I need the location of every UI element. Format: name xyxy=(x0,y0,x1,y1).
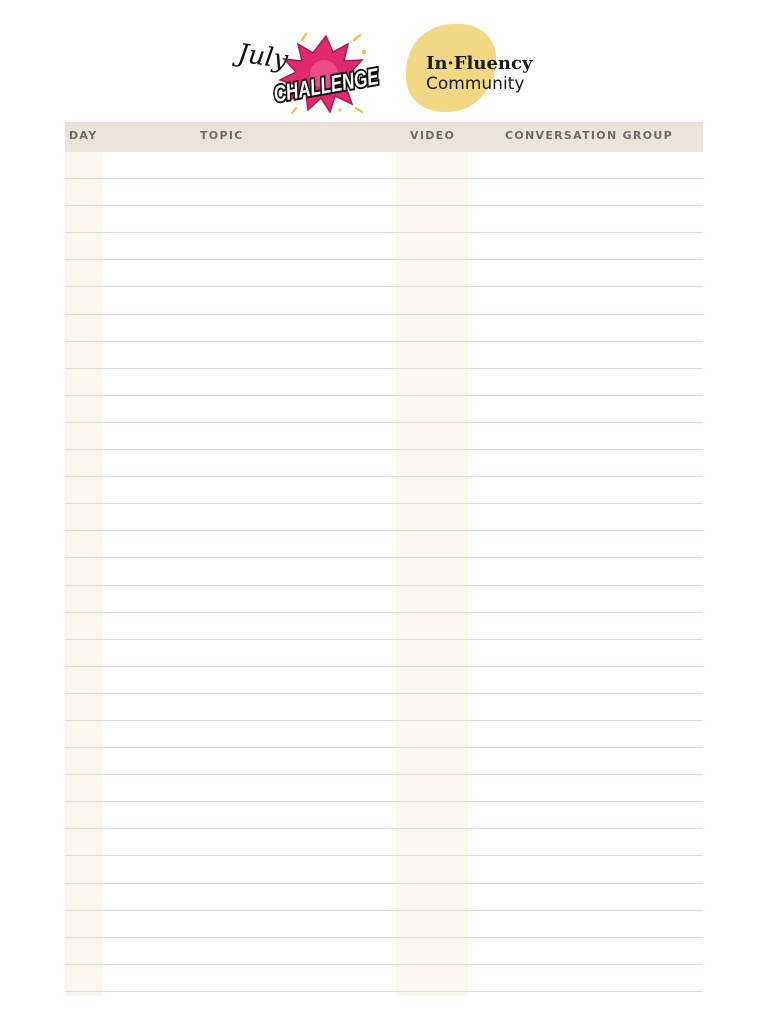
table-row xyxy=(65,287,703,314)
day-cell[interactable] xyxy=(65,667,102,693)
day-cell[interactable] xyxy=(65,342,102,368)
conversation-group-cell[interactable] xyxy=(468,938,703,964)
conversation-group-cell[interactable] xyxy=(468,206,703,232)
table-row xyxy=(65,179,703,206)
table-row xyxy=(65,856,703,883)
video-cell[interactable] xyxy=(396,775,468,801)
table-row xyxy=(65,586,703,613)
topic-cell[interactable] xyxy=(102,911,396,937)
day-cell[interactable] xyxy=(65,287,102,313)
conversation-group-cell[interactable] xyxy=(468,396,703,422)
challenge-tracker-table xyxy=(65,122,703,996)
table-header-row xyxy=(65,122,703,152)
topic-cell[interactable] xyxy=(102,694,396,720)
community-line1-text: In·Fluency xyxy=(426,53,533,74)
table-row xyxy=(65,694,703,721)
conversation-group-cell[interactable] xyxy=(468,342,703,368)
topic-cell[interactable] xyxy=(102,152,396,178)
topic-cell[interactable] xyxy=(102,260,396,286)
video-cell[interactable] xyxy=(396,829,468,855)
video-cell[interactable] xyxy=(396,558,468,584)
video-cell[interactable] xyxy=(396,179,468,205)
day-cell[interactable] xyxy=(65,829,102,855)
day-cell[interactable] xyxy=(65,504,102,530)
conversation-group-cell[interactable] xyxy=(468,640,703,666)
conversation-group-cell[interactable] xyxy=(468,965,703,991)
video-cell[interactable] xyxy=(396,342,468,368)
day-cell[interactable] xyxy=(65,802,102,828)
day-cell[interactable] xyxy=(65,179,102,205)
table-row xyxy=(65,450,703,477)
day-cell[interactable] xyxy=(65,721,102,747)
topic-cell[interactable] xyxy=(102,586,396,612)
day-cell[interactable] xyxy=(65,450,102,476)
day-cell[interactable] xyxy=(65,640,102,666)
conversation-group-cell[interactable] xyxy=(468,613,703,639)
conversation-group-cell[interactable] xyxy=(468,748,703,774)
topic-cell[interactable] xyxy=(102,829,396,855)
video-cell[interactable] xyxy=(396,748,468,774)
video-cell[interactable] xyxy=(396,586,468,612)
topic-cell[interactable] xyxy=(102,477,396,503)
header-video: VIDEO xyxy=(410,129,456,142)
video-cell[interactable] xyxy=(396,613,468,639)
conversation-group-cell[interactable] xyxy=(468,233,703,259)
topic-cell[interactable] xyxy=(102,342,396,368)
video-cell[interactable] xyxy=(396,802,468,828)
table-row xyxy=(65,233,703,260)
table-row xyxy=(65,396,703,423)
video-cell[interactable] xyxy=(396,504,468,530)
table-row xyxy=(65,748,703,775)
video-cell[interactable] xyxy=(396,640,468,666)
video-cell[interactable] xyxy=(396,667,468,693)
topic-cell[interactable] xyxy=(102,884,396,910)
conversation-group-cell[interactable] xyxy=(468,152,703,178)
video-cell[interactable] xyxy=(396,369,468,395)
day-cell[interactable] xyxy=(65,233,102,259)
topic-cell[interactable] xyxy=(102,531,396,557)
topic-cell[interactable] xyxy=(102,450,396,476)
table-row xyxy=(65,369,703,396)
topic-cell[interactable] xyxy=(102,423,396,449)
day-cell[interactable] xyxy=(65,613,102,639)
conversation-group-cell[interactable] xyxy=(468,586,703,612)
conversation-group-cell[interactable] xyxy=(468,504,703,530)
conversation-group-cell[interactable] xyxy=(468,775,703,801)
influency-community-logo xyxy=(400,20,550,116)
july-challenge-logo xyxy=(235,30,418,114)
table-row xyxy=(65,829,703,856)
table-row xyxy=(65,477,703,504)
video-cell[interactable] xyxy=(396,911,468,937)
table-row xyxy=(65,911,703,938)
table-row xyxy=(65,423,703,450)
topic-cell[interactable] xyxy=(102,775,396,801)
conversation-group-cell[interactable] xyxy=(468,856,703,882)
header-conversation-group: CONVERSATION GROUP xyxy=(505,129,673,142)
topic-cell[interactable] xyxy=(102,856,396,882)
conversation-group-cell[interactable] xyxy=(468,369,703,395)
topic-cell[interactable] xyxy=(102,206,396,232)
day-cell[interactable] xyxy=(65,152,102,178)
conversation-group-cell[interactable] xyxy=(468,531,703,557)
table-row xyxy=(65,667,703,694)
day-cell[interactable] xyxy=(65,586,102,612)
day-cell[interactable] xyxy=(65,884,102,910)
video-cell[interactable] xyxy=(396,233,468,259)
day-cell[interactable] xyxy=(65,396,102,422)
day-cell[interactable] xyxy=(65,694,102,720)
video-cell[interactable] xyxy=(396,721,468,747)
video-cell[interactable] xyxy=(396,965,468,991)
conversation-group-cell[interactable] xyxy=(468,477,703,503)
topic-cell[interactable] xyxy=(102,965,396,991)
community-line2-text: Community xyxy=(426,74,525,94)
day-cell[interactable] xyxy=(65,423,102,449)
day-cell[interactable] xyxy=(65,911,102,937)
video-cell[interactable] xyxy=(396,396,468,422)
video-cell[interactable] xyxy=(396,287,468,313)
conversation-group-cell[interactable] xyxy=(468,287,703,313)
topic-cell[interactable] xyxy=(102,315,396,341)
day-cell[interactable] xyxy=(65,938,102,964)
conversation-group-cell[interactable] xyxy=(468,884,703,910)
video-cell[interactable] xyxy=(396,694,468,720)
topic-cell[interactable] xyxy=(102,748,396,774)
table-row xyxy=(65,152,703,179)
topic-cell[interactable] xyxy=(102,396,396,422)
day-cell[interactable] xyxy=(65,477,102,503)
conversation-group-cell[interactable] xyxy=(468,667,703,693)
table-row xyxy=(65,721,703,748)
topic-cell[interactable] xyxy=(102,802,396,828)
table-row xyxy=(65,315,703,342)
day-cell[interactable] xyxy=(65,856,102,882)
table-row xyxy=(65,206,703,233)
topic-cell[interactable] xyxy=(102,640,396,666)
video-cell[interactable] xyxy=(396,938,468,964)
topic-cell[interactable] xyxy=(102,179,396,205)
topic-cell[interactable] xyxy=(102,667,396,693)
table-row xyxy=(65,260,703,287)
topic-cell[interactable] xyxy=(102,938,396,964)
day-cell[interactable] xyxy=(65,369,102,395)
header-topic: TOPIC xyxy=(200,129,244,142)
day-cell[interactable] xyxy=(65,260,102,286)
table-row xyxy=(65,802,703,829)
video-cell[interactable] xyxy=(396,423,468,449)
topic-cell[interactable] xyxy=(102,233,396,259)
conversation-group-cell[interactable] xyxy=(468,558,703,584)
day-cell[interactable] xyxy=(65,748,102,774)
video-cell[interactable] xyxy=(396,477,468,503)
conversation-group-cell[interactable] xyxy=(468,260,703,286)
day-cell[interactable] xyxy=(65,531,102,557)
topic-cell[interactable] xyxy=(102,613,396,639)
table-row xyxy=(65,965,703,992)
conversation-group-cell[interactable] xyxy=(468,829,703,855)
table-row xyxy=(65,342,703,369)
july-script-text: July xyxy=(235,38,290,76)
day-cell[interactable] xyxy=(65,315,102,341)
conversation-group-cell[interactable] xyxy=(468,179,703,205)
conversation-group-cell[interactable] xyxy=(468,721,703,747)
video-cell[interactable] xyxy=(396,260,468,286)
conversation-group-cell[interactable] xyxy=(468,450,703,476)
video-cell[interactable] xyxy=(396,315,468,341)
topic-cell[interactable] xyxy=(102,504,396,530)
table-row xyxy=(65,938,703,965)
topic-cell[interactable] xyxy=(102,287,396,313)
day-cell[interactable] xyxy=(65,558,102,584)
conversation-group-cell[interactable] xyxy=(468,802,703,828)
header-day: DAY xyxy=(69,129,98,142)
table-row xyxy=(65,531,703,558)
table-row xyxy=(65,558,703,585)
day-cell[interactable] xyxy=(65,965,102,991)
table-row xyxy=(65,504,703,531)
video-cell[interactable] xyxy=(396,206,468,232)
conversation-group-cell[interactable] xyxy=(468,694,703,720)
conversation-group-cell[interactable] xyxy=(468,423,703,449)
topic-cell[interactable] xyxy=(102,369,396,395)
video-cell[interactable] xyxy=(396,531,468,557)
table-row xyxy=(65,884,703,911)
table-row xyxy=(65,640,703,667)
table-row xyxy=(65,613,703,640)
table-body xyxy=(65,152,703,992)
video-cell[interactable] xyxy=(396,884,468,910)
topic-cell[interactable] xyxy=(102,721,396,747)
topic-cell[interactable] xyxy=(102,558,396,584)
challenge-word-text: CHALLENGE xyxy=(271,56,418,108)
conversation-group-cell[interactable] xyxy=(468,911,703,937)
day-cell[interactable] xyxy=(65,206,102,232)
video-cell[interactable] xyxy=(396,152,468,178)
day-cell[interactable] xyxy=(65,775,102,801)
video-cell[interactable] xyxy=(396,856,468,882)
table-row xyxy=(65,775,703,802)
conversation-group-cell[interactable] xyxy=(468,315,703,341)
video-cell[interactable] xyxy=(396,450,468,476)
